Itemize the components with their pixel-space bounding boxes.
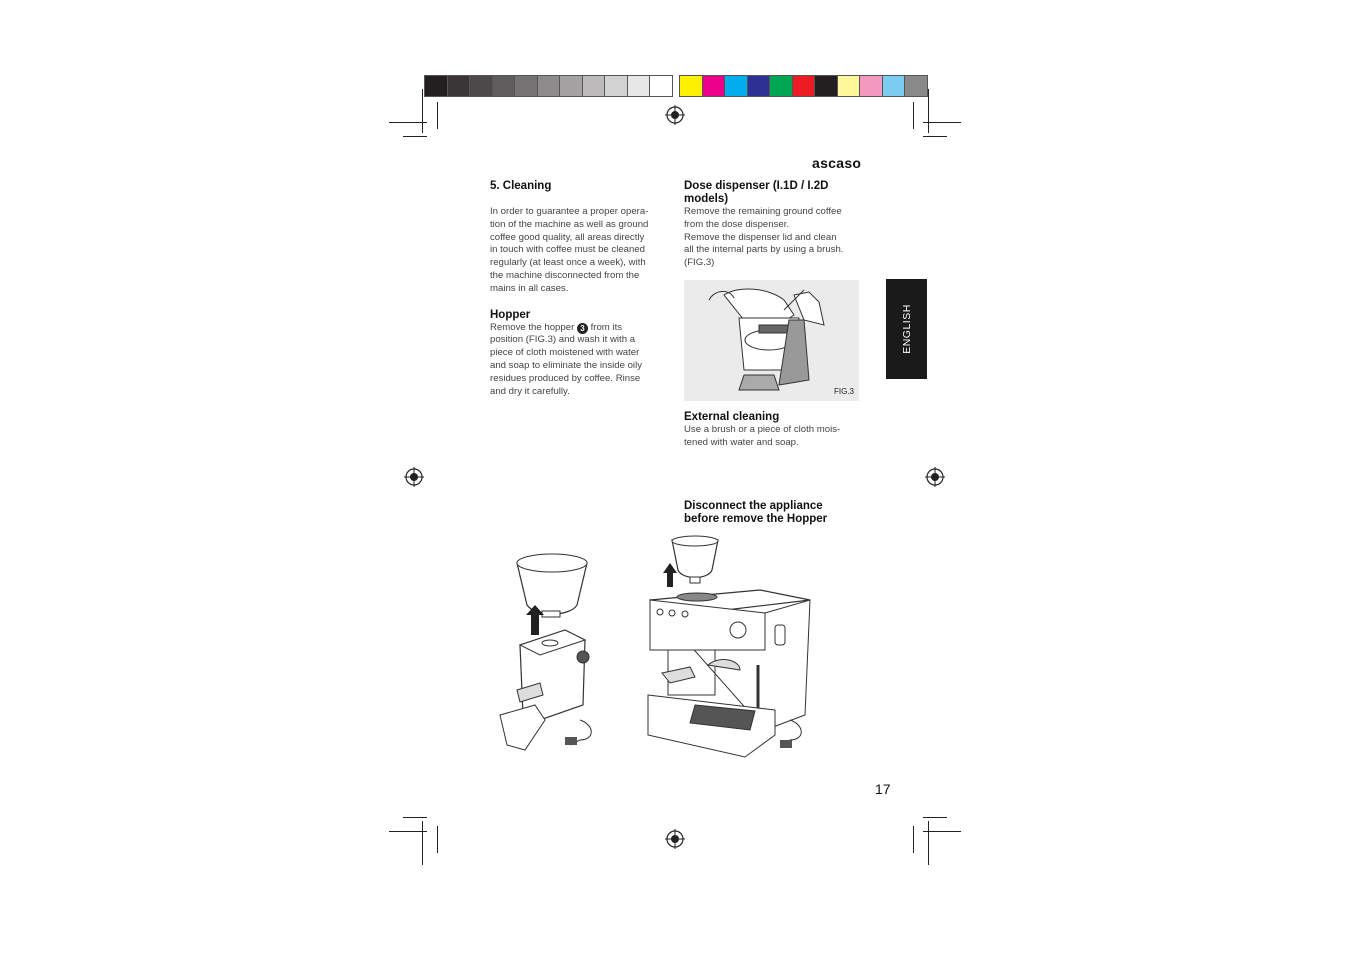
grey-swatch (604, 75, 628, 97)
color-swatch (747, 75, 771, 97)
color-swatch (792, 75, 816, 97)
grey-swatch (469, 75, 493, 97)
section-heading: 5. Cleaning (490, 180, 552, 192)
grey-swatch (582, 75, 606, 97)
grey-swatch (627, 75, 651, 97)
grey-swatch (514, 75, 538, 97)
page-number: 17 (875, 781, 891, 797)
grey-swatch (424, 75, 448, 97)
color-swatch (882, 75, 906, 97)
espresso-machine-hopper-removal-illustration (640, 535, 815, 760)
language-tab-label: ENGLISH (900, 304, 913, 354)
external-cleaning-paragraph: Use a brush or a piece of cloth mois- tened with water and soap. (684, 424, 841, 448)
color-swatch (769, 75, 793, 97)
registration-mark-icon (665, 105, 685, 125)
grey-swatch (559, 75, 583, 97)
grinder-hopper-removal-illustration (495, 545, 610, 755)
registration-mark-icon (925, 467, 945, 487)
disconnect-warning: Disconnect the appliance before remove the Hopper (684, 500, 828, 525)
brand-logo: ascaso (812, 155, 862, 171)
grinder-cleaning-illustration (684, 280, 859, 401)
color-swatch (814, 75, 838, 97)
hopper-heading: Hopper (490, 308, 531, 321)
figure-label: FIG.3 (833, 387, 854, 396)
dose-dispenser-paragraph: Remove the remaining ground coffee from the dose dispenser. Remove the dispenser lid and clean all the internal parts by using a brush. (FIG.3) (684, 206, 844, 269)
color-swatch (904, 75, 928, 97)
registration-mark-icon (404, 467, 424, 487)
color-swatch (859, 75, 883, 97)
grey-swatch (492, 75, 516, 97)
color-swatch (679, 75, 703, 97)
grey-swatch (447, 75, 471, 97)
dose-dispenser-heading: Dose dispenser (I.1D / I.2D models) (684, 180, 829, 205)
hopper-paragraph: Remove the hopper 3 from its position (FIG.3) and wash it with a piece of cloth moistened with water and soap to eliminate the inside oily residues produced by coffee. Rinse and dry it carefully. (490, 321, 642, 397)
left-column (490, 180, 670, 398)
registration-mark-icon (665, 829, 685, 849)
external-cleaning-block (684, 411, 864, 450)
external-cleaning-heading: External cleaning (684, 411, 780, 423)
color-swatch (837, 75, 861, 97)
right-column (684, 180, 864, 270)
part-number-badge: 3 (577, 323, 588, 334)
grey-swatch (649, 75, 673, 97)
color-swatch (702, 75, 726, 97)
intro-paragraph: In order to guarantee a proper opera- tion of the machine as well as ground coffee good quality, all areas directly in touch with coffee must be cleaned regularly (at least once a week), with the machine disconnected from the mains in all cases. (490, 206, 649, 294)
language-tab (886, 279, 927, 379)
color-swatch (724, 75, 748, 97)
figure-3 (684, 280, 859, 401)
grey-swatch (537, 75, 561, 97)
